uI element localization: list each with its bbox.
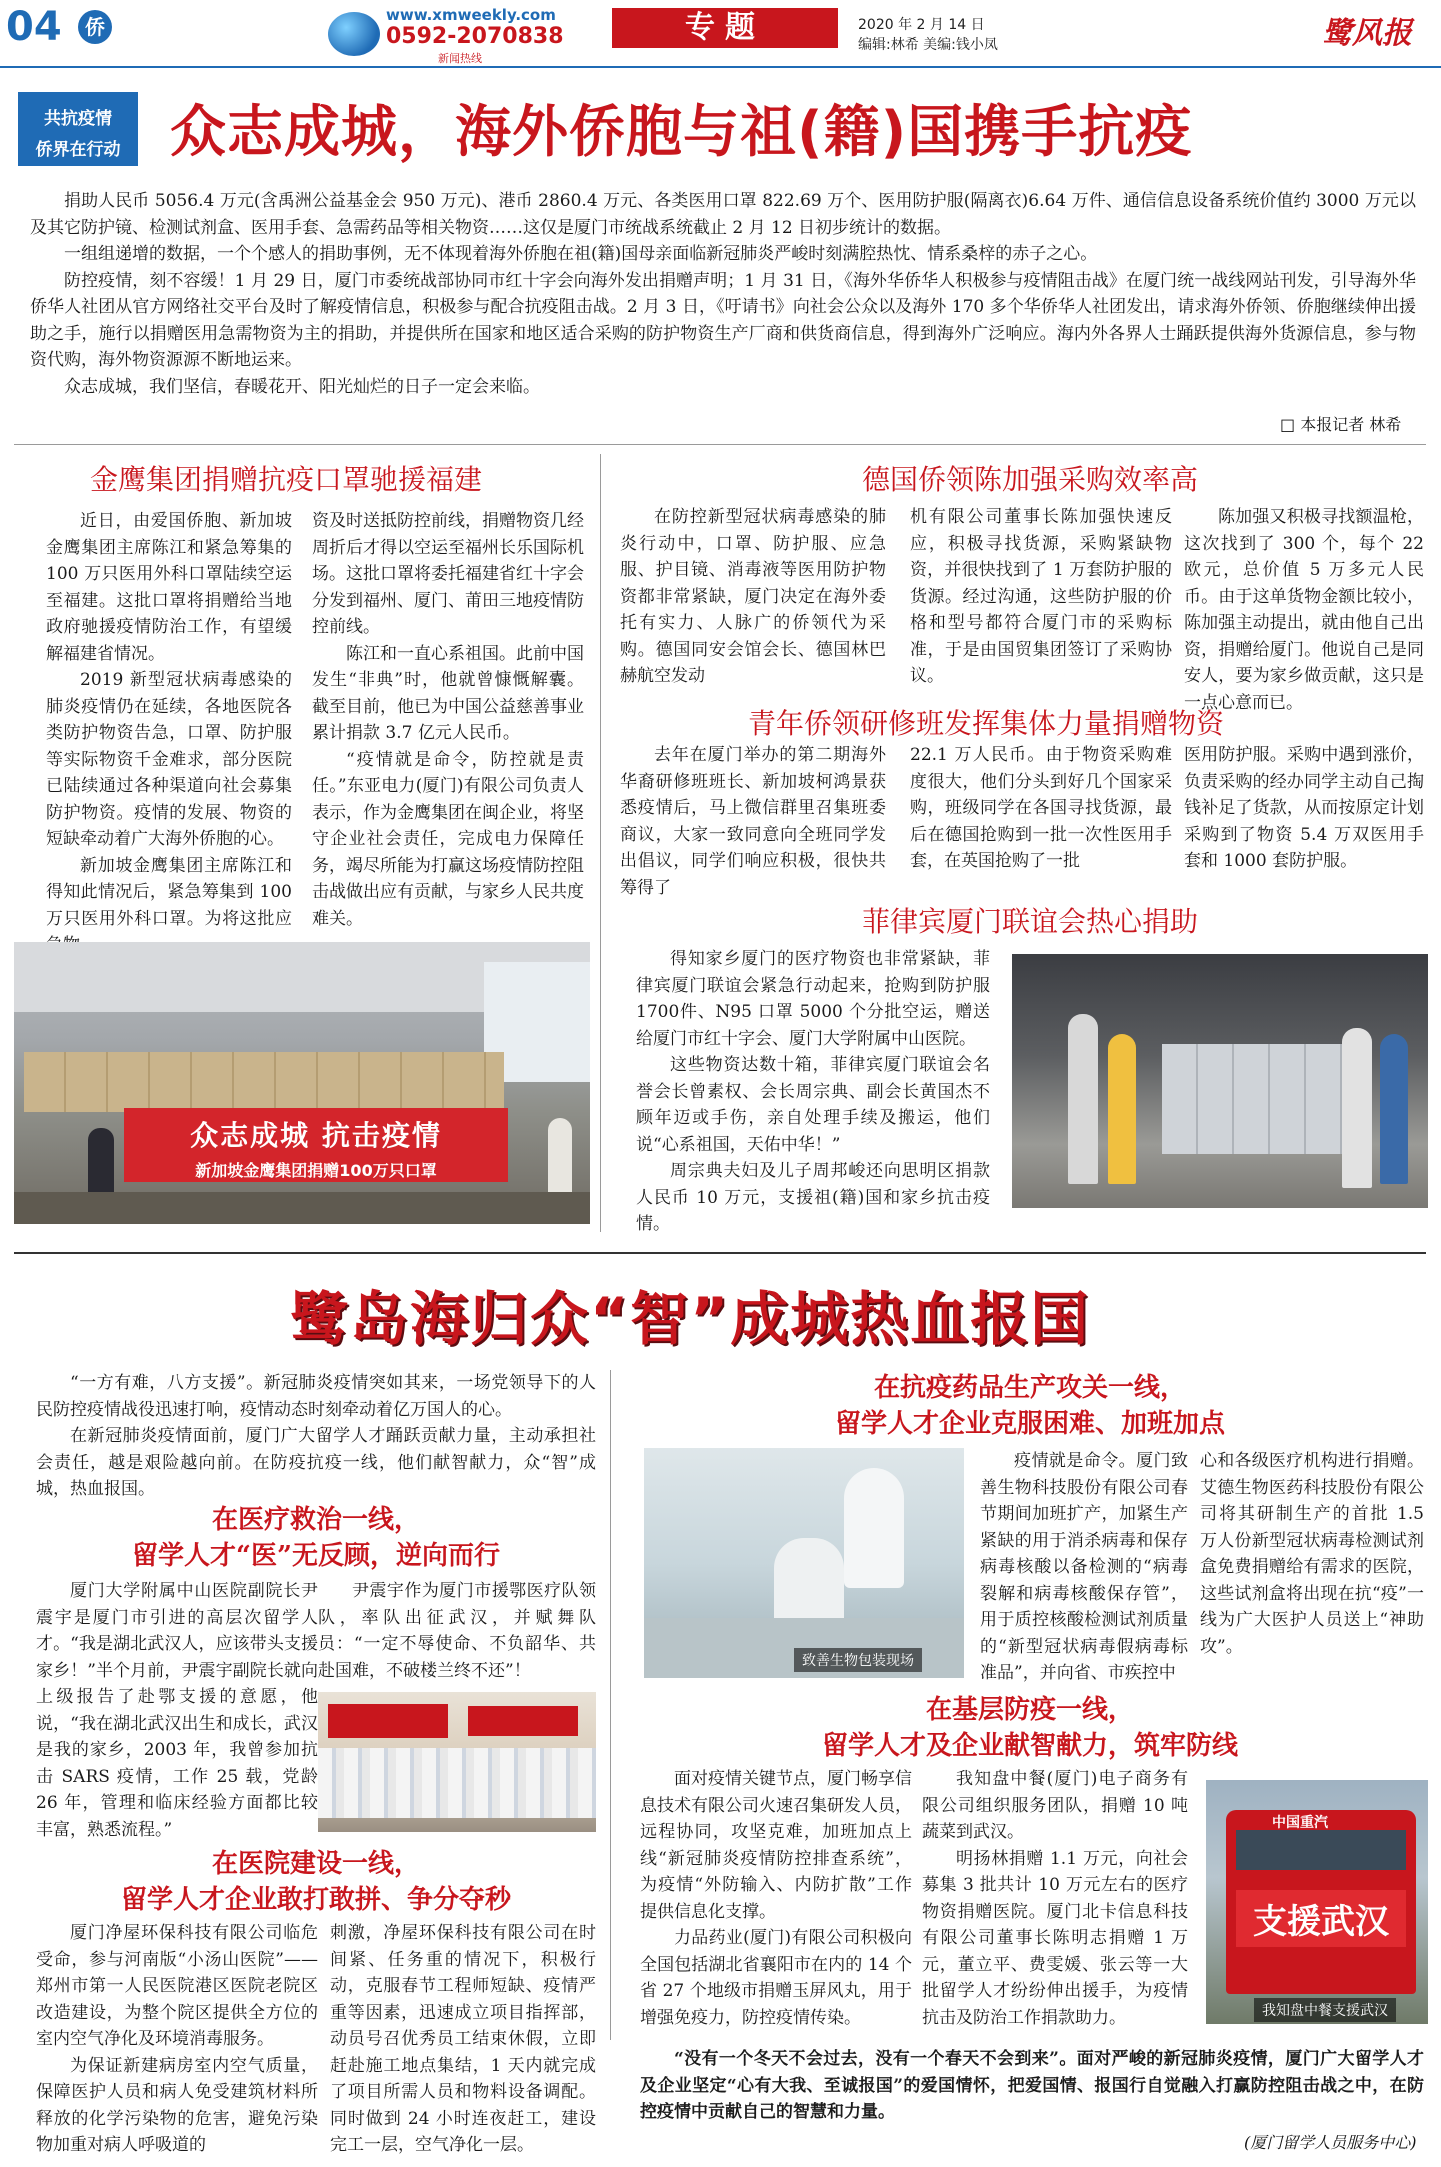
hotline-box xyxy=(328,4,578,64)
lab-photo xyxy=(644,1448,964,1678)
sub4-col1 xyxy=(640,1766,912,2031)
sub4-col2-p2: 明扬林捐赠 1.1 万元，向社会募集 3 批共计 10 万元左右的医疗物资捐赠医院。厦门北卡信息科技有限公司董事长陈明志捐赠 1 万元，董立平、费雯媛、张云等一大批留学人才纷纷伸出援手，为疫情抗击及防治工作捐款助力。 xyxy=(922,1848,1188,2028)
jinying-col1-p2: 2019 新型冠状病毒感染的肺炎疫情仍在延续，各地医院各类防护物资告急，口罩、防护服等实际物资千金难求，部分医院已陆续通过各种渠道向社会募集防护物资。疫情的发展、物资的短缺牵动着广大海外侨胞的心。 xyxy=(46,670,292,849)
deguo-col1: 在防控新型冠状病毒感染的肺炎行动中，口罩、防护服、应急服、护目镜、消毒液等医用防护物资都非常紧缺，厦门决定在海外委托有实力、人脉广的侨领代为采购。德国同安会馆会长、德国林巴赫航空发动 xyxy=(620,507,886,686)
jinying-photo xyxy=(14,942,590,1224)
section2-intro-p2: 在新冠肺炎疫情面前，厦门广大留学人才踊跃贡献力量，主动承担社会责任，越是艰险越向前。在防疫抗疫一线，他们献智献力，众“智”成城，热血报国。 xyxy=(36,1426,596,1499)
qingnian-col2: 22.1 万人民币。由于物资采购难度很大，他们分头到好几个国家采购，班级同学在各国寻找货源，最后在德国抢购到一批一次性医用手套，在英国抢购了一批 xyxy=(910,745,1172,871)
top-story-body xyxy=(30,188,1416,400)
truck-photo xyxy=(1206,1780,1428,2024)
qingnian-col1: 去年在厦门举办的第二期海外华裔研修班班长、新加坡柯鸿景获悉疫情后，马上微信群里召集班委商议，大家一致同意向全班同学发出倡议，同学们响应积极，很快共筹得了 xyxy=(620,745,886,898)
sub2-heading-line2: 留学人才企业敢打敢拼、争分夺秒 xyxy=(120,1885,511,1915)
sub1-heading-line1: 在医疗救治一线， xyxy=(211,1505,420,1535)
boxes-stack xyxy=(24,1052,504,1112)
page-badge-text: 侨 xyxy=(85,15,105,39)
section-label xyxy=(612,8,838,48)
top-story-rule xyxy=(14,444,1426,445)
banner-line-1: 众志成城 抗击疫情 xyxy=(190,1119,442,1152)
person-3 xyxy=(1342,1028,1372,1188)
section2-source: (厦门留学人员服务中心) xyxy=(1244,2133,1417,2152)
sub3-heading-line2: 留学人才企业克服困难、加班加点 xyxy=(834,1409,1225,1439)
jinying-col1 xyxy=(46,508,292,959)
person-4 xyxy=(1380,1034,1408,1184)
top-story-p4: 众志成城，我们坚信，春暖花开、阳光灿烂的日子一定会来临。 xyxy=(64,376,540,397)
truck-photo-caption: 我知盘中餐支援武汉 xyxy=(1254,1998,1396,2022)
section2-intro xyxy=(36,1370,596,1503)
top-story-p3: 防控疫情，刻不容缓！1 月 29 日，厦门市委统战部协同市红十字会向海外发出捐赠声明；1 月 31 日，《海外华侨华人积极参与疫情阻击战》在厦门统一战线网站刊发，引导海外华侨华人社团从官方网络社交平台及时了解疫情信息，积极参与配合抗疫阻击战。2 月 3 日，《吁请书》向社会公众以及海外 170 多个华侨华人社团发出，请求海外侨领、侨胞继续伸出援助之手，施行以捐赠医用急需物资为主的捐助，并提供所在国家和地区适合采购的防护物资生产厂商和供货商信息，得到海外广泛响应。海内外各界人士踊跃提供海外货源信息，参与物资代购，海外物资源源不断地运来。 xyxy=(30,270,1416,370)
jinying-col2 xyxy=(312,508,584,932)
deguo-col3: 陈加强又积极寻找额温枪，这次找到了 300 个，每个 22 欧元，总价值 5 万多元人民币。由于这单货物金额比较小，陈加强主动提出，就由他自己出资，捐赠给厦门。他说自己是同安人，要为家乡做贡献，这只是一点心意而已。 xyxy=(1184,507,1424,713)
red-flag-2 xyxy=(468,1706,578,1736)
medical-team-photo xyxy=(318,1692,596,1832)
globe-icon xyxy=(328,12,380,56)
feilvbin-p1: 得知家乡厦门的医疗物资也非常紧缺，菲律宾厦门联谊会紧急行动起来，抢购到防护服 1700件、N95 口罩 5000 个分批空运，赠送给厦门市红十字会、厦门大学附属中山医院。 xyxy=(636,949,990,1049)
sub1-col2: 尹震宇作为厦门市援鄂医疗队领队，率队出征武汉，并赋舞队员：“一定不辱使命、不负韶华、共赴国难，不破楼兰终不还”！ xyxy=(318,1581,596,1681)
worker-2 xyxy=(774,1538,844,1628)
sub2-col1-p2: 为保证新建病房室内空气质量，保障医护人员和病人免受建筑材料所释放的化学污染物的危害，避免污染物加重对病人呼吸道的 xyxy=(36,2055,318,2155)
boxes-stack-2 xyxy=(1162,1044,1352,1154)
sub3-heading xyxy=(640,1370,1420,1442)
qingnian-title: 青年侨领研修班发挥集体力量捐赠物资 xyxy=(748,707,1225,740)
deguo-title: 德国侨领陈加强采购效率高 xyxy=(862,463,1199,496)
section-label-text: 专题 xyxy=(685,10,765,45)
sub1-heading xyxy=(36,1502,596,1574)
sub4-col2 xyxy=(922,1766,1188,2031)
jinying-col2-p2: 陈江和一直心系祖国。此前中国发生“非典”时，他就曾慷慨解囊。截至目前，他已为中国公益慈善事业累计捐款 3.7 亿元人民币。 xyxy=(312,643,584,743)
section2-headline: 鹭岛海归众“智”成城热血报国 xyxy=(290,1285,1091,1353)
masthead xyxy=(0,0,1441,64)
section2-intro-p1: “一方有难，八方支援”。新冠肺炎疫情突如其来，一场党领导下的人民防控疫情战役迅速打响，疫情动态时刻牵动着亿万国人的心。 xyxy=(36,1373,596,1420)
website-url[interactable]: www.xmweekly.com xyxy=(386,6,556,24)
tag-line-1: 共抗疫情 xyxy=(44,109,112,129)
person-2 xyxy=(1108,1034,1136,1184)
sub3-heading-line1: 在抗疫药品生产攻关一线， xyxy=(873,1373,1186,1403)
top-story-headline: 众志成城，海外侨胞与祖(籍)国携手抗疫 xyxy=(170,100,1193,165)
sub3-col2: 心和各级医疗机构进行捐赠。艾德生物医药科技股份有限公司将其研制生产的首批 1.5 万人份新型冠状病毒检测试剂盒免费捐赠给有需求的医院，这些试剂盒将出现在抗“疫”一线为广大医护人员送上“神助攻”。 xyxy=(1200,1451,1424,1657)
sub4-heading-line2: 留学人才及企业献智献力，筑牢防线 xyxy=(821,1731,1238,1761)
sub2-heading-line1: 在医院建设一线， xyxy=(211,1849,420,1879)
sub2-col2: 刺激，净屋环保科技有限公司在时间紧、任务重的情况下，积极行动，克服春节工程师短缺、疫情严重等因素，迅速成立项目指挥部，动员号召优秀员工结束休假，立即赶赴施工地点集结，1 天内就完成了项目所需人员和物料设备调配。同时做到 24 小时连夜赶工，建设完工一层，空气净化一层。 xyxy=(330,1923,596,2155)
feilvbin-p3: 周宗典夫妇及儿子周邦峻还向思明区捐款人民币 10 万元，支援祖(籍)国和家乡抗击疫情。 xyxy=(636,1161,990,1234)
section-divider xyxy=(14,1252,1426,1254)
paper-name: 鹭风报 xyxy=(1322,16,1412,51)
sub2-col1 xyxy=(36,1920,318,2159)
deguo-col2: 机有限公司董事长陈加强快速反应，积极寻找货源，采购紧缺物资，并很快找到了 1 万套防护服的货源。经过沟通，这些防护服的价格和型号都符合厦门市的采购标准，于是由国贸集团签订了采购协议。 xyxy=(910,507,1172,686)
red-flag xyxy=(328,1704,448,1738)
team-row xyxy=(318,1748,596,1818)
hotline-number: 0592-2070838 xyxy=(386,24,564,49)
sub1-heading-line2: 留学人才“医”无反顾，逆向而行 xyxy=(132,1541,500,1571)
person-1 xyxy=(1068,1014,1098,1184)
feilvbin-p2: 这些物资达数十箱，菲律宾厦门联谊会名誉会长曾素权、会长周宗典、副会长黄国杰不顾年迈或手伤，亲自处理手续及搬运，他们说“心系祖国，天佑中华！” xyxy=(636,1055,990,1155)
section2-closing: “没有一个冬天不会过去，没有一个春天不会到来”。面对严峻的新冠肺炎疫情，厦门广大留学人才及企业坚定“心有大我、至诚报国”的爱国情怀，把爱国情、报国行自觉融入打赢防控阻击战之中，在防控疫情中贡献自己的智慧和力量。 xyxy=(640,2049,1424,2122)
hotline-caption: 新闻热线 xyxy=(438,52,482,65)
sub4-col1-p1: 面对疫情关键节点，厦门畅享信息技术有限公司火速召集研发人员，远程协同，攻坚克难，加班加点上线“新冠肺炎疫情防控排查系统”，为疫情“外防输入、内防扩散”工作提供信息化支撑。 xyxy=(640,1769,912,1922)
banner xyxy=(124,1108,508,1182)
feilvbin-photo xyxy=(1012,954,1428,1208)
banner-line-2: 新加坡金鹰集团捐赠100万只口罩 xyxy=(195,1161,437,1180)
masthead-rule xyxy=(0,66,1441,68)
sub2-col1-p1: 厦门净屋环保科技有限公司临危受命，参与河南版“小汤山医院”——郑州市第一人民医院港区医院老院区改造建设，为整个院区提供全方位的室内空气净化及环境消毒服务。 xyxy=(36,1923,318,2049)
jinying-col1-p3: 新加坡金鹰集团主席陈江和得知此情况后，紧急筹集到 100 万只医用外科口罩。为将这批应 xyxy=(46,855,292,929)
jinying-col1-p1: 近日，由爱国侨胞、新加坡金鹰集团主席陈江和紧急筹集的 100 万只医用外科口罩陆续空运至福建。这批口罩将捐赠给当地政府驰援疫情防治工作，有望缓解福建省情况。 xyxy=(46,511,292,664)
worker-1 xyxy=(844,1468,904,1588)
sub4-heading-line1: 在基层防疫一线， xyxy=(925,1695,1134,1725)
truck-windshield xyxy=(1236,1830,1406,1870)
jinying-title: 金鹰集团捐赠抗疫口罩驰援福建 xyxy=(90,463,483,496)
lab-photo-caption: 致善生物包装现场 xyxy=(794,1648,922,1672)
top-story-p1: 捐助人民币 5056.4 万元(含禹洲公益基金会 950 万元)、港币 2860.4 万元、各类医用口罩 822.69 万个、医用防护服(隔离衣)6.64 万件、通信信息设备系统价值约 3000 万元以及其它防护镜、检测试剂盒、医用手套、急需药品等相关物资……这仅是厦门市统战系统截止 2 月 12 日初步统计的数据。 xyxy=(30,191,1416,238)
tag-line-2: 侨界在行动 xyxy=(35,140,121,160)
qingnian-col3: 医用防护服。采购中遇到涨价，负责采购的经办同学主动自己掏钱补足了货款，从而按原定计划采购到了物资 5.4 万双医用手套和 1000 套防护服。 xyxy=(1184,745,1424,871)
feilvbin-title: 菲律宾厦门联谊会热心捐助 xyxy=(862,905,1199,938)
feilvbin-body xyxy=(636,946,990,1238)
issue-date: 2020 年 2 月 14 日 xyxy=(858,17,985,33)
jinying-col2-p1: 资及时送抵防控前线，捐赠物资几经周折后才得以空运至福州长乐国际机场。这批口罩将委托福建省红十字会分发到福州、厦门、莆田三地疫情防控前线。 xyxy=(312,511,584,637)
floor xyxy=(14,1192,590,1224)
editors: 编辑:林希 美编:钱小凤 xyxy=(858,37,998,53)
truck-banner: 支援武汉 xyxy=(1236,1890,1406,1947)
top-story-tag xyxy=(18,92,138,166)
column-separator-mid xyxy=(600,454,601,1232)
truck-brand: 中国重汽 xyxy=(1272,1815,1328,1831)
sub1-col1: 厦门大学附属中山医院副院长尹震宇是厦门市引进的高层次留学人才。“我是湖北武汉人，应该带头支援家乡！”半个月前，尹震宇副院长就向上级报告了赴鄂支援的意愿，他说，“我在湖北武汉出生和成长，武汉是我的家乡，2003 年，我曾参加抗击 SARS 疫情，工作 25 载，党龄 26 年，管理和临床经验方面都比较丰富，熟悉流程。” xyxy=(36,1581,318,1840)
sub2-heading xyxy=(36,1846,596,1918)
sub4-col1-p2: 力品药业(厦门)有限公司积极向全国包括湖北省襄阳市在内的 14 个省 27 个地级市捐赠玉屏风丸，用于增强免疫力，防控疫情传染。 xyxy=(640,1928,912,2028)
sub4-col2-p1: 我知盘中餐(厦门)电子商务有限公司组织服务团队，捐赠 10 吨蔬菜到武汉。 xyxy=(922,1769,1188,1842)
sub4-heading xyxy=(640,1692,1420,1764)
column-separator-bottom xyxy=(610,1370,611,2040)
jinying-col2-p3: “疫情就是命令，防控就是责任。”东亚电力(厦门)有限公司负责人表示，作为金鹰集团在闽企业，将坚守企业社会责任，完成电力保障任务，竭尽所能为打赢这场疫情防控阻击战做出应有贡献，与家乡人民共度难关。 xyxy=(312,749,584,929)
top-story-byline: □ 本报记者 林希 xyxy=(1280,415,1402,434)
page-badge xyxy=(78,10,112,44)
page-number: 04 xyxy=(6,4,62,50)
sub3-col1: 疫情就是命令。厦门致善生物科技股份有限公司春节期间加班扩产，加紧生产紧缺的用于消杀病毒和保存病毒核酸以备检测的“病毒裂解和病毒核酸保存管”，用于质控核酸检测试剂质量的“新型冠状病毒假病毒标准品”，并向省、市疾控中 xyxy=(980,1451,1188,1683)
top-story-p2: 一组组递增的数据，一个个感人的捐助事例，无不体现着海外侨胞在祖(籍)国母亲面临新冠肺炎严峻时刻满腔热忱、情系桑梓的赤子之心。 xyxy=(64,244,1098,264)
